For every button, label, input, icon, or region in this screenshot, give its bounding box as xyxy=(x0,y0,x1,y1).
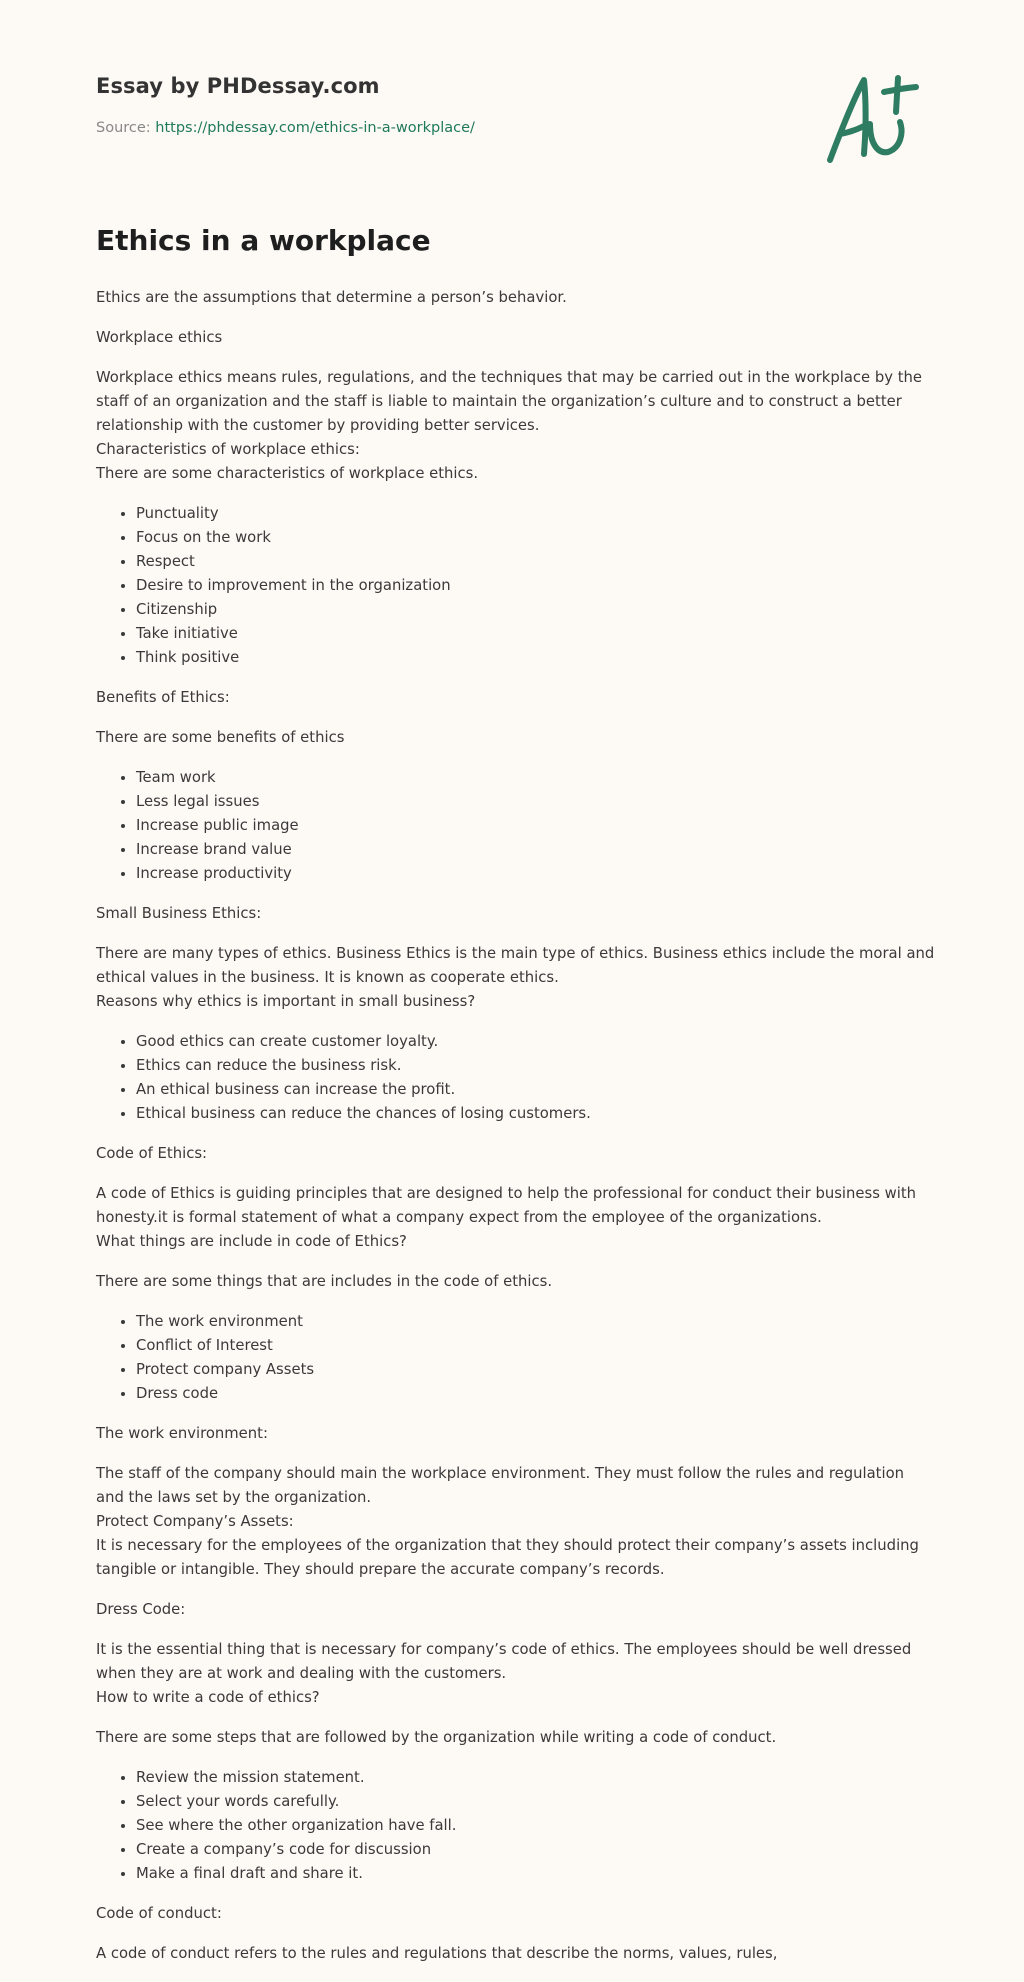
list-item: • Respect xyxy=(136,550,936,574)
list-item: • Protect company Assets xyxy=(136,1358,936,1382)
text-line: Protect Company’s Assets: xyxy=(96,1513,294,1530)
list-item: • The work environment xyxy=(136,1310,936,1334)
list-item: • Select your words carefully. xyxy=(136,1790,936,1814)
characteristics-list xyxy=(96,502,936,670)
text-line: The staff of the company should main the workplace environment. They must follow the rules and regulation and the laws set by the organization. xyxy=(96,1465,905,1506)
list-item: • Increase public image xyxy=(136,814,936,838)
paragraph-workplace-ethics xyxy=(96,366,936,486)
heading-benefits: Benefits of Ethics: xyxy=(96,689,230,706)
source-label: Source: xyxy=(96,120,151,136)
text-line: It is the essential thing that is necessary for company’s code of ethics. The employees should be well dressed when they are at work and dealing with the customers. xyxy=(96,1641,912,1682)
list-item: • Create a company’s code for discussion xyxy=(136,1838,936,1862)
paragraph-steps: There are some steps that are followed by the organization while writing a code of conduct. xyxy=(96,1729,777,1746)
heading-workplace-ethics: Workplace ethics xyxy=(96,329,223,346)
text-line: It is necessary for the employees of the organization that they should protect their company’s assets including tangible or intangible. They should prepare the accurate company’s records. xyxy=(96,1537,919,1578)
text-line: There are many types of ethics. Business Ethics is the main type of ethics. Business ethics include the moral and ethical values in the business. It is known as cooperate ethics. xyxy=(96,945,935,986)
heading-small-business: Small Business Ethics: xyxy=(96,905,262,922)
list-item: • Desire to improvement in the organization xyxy=(136,574,936,598)
source-link[interactable]: https://phdessay.com/ethics-in-a-workplace/ xyxy=(155,120,475,136)
code-items-list xyxy=(96,1310,936,1406)
page-header xyxy=(96,74,936,136)
heading-code-of-ethics: Code of Ethics: xyxy=(96,1145,208,1162)
paragraph-code-of-conduct: A code of conduct refers to the rules and regulations that describe the norms, values, rules, xyxy=(96,1945,778,1962)
text-line: Workplace ethics means rules, regulations, and the techniques that may be carried out in the workplace by the staff of an organization and the staff is liable to maintain the organization’s culture and to construct a better relationship with the customer by providing better services. xyxy=(96,369,922,434)
heading-code-of-conduct: Code of conduct: xyxy=(96,1905,222,1922)
list-item: • Good ethics can create customer loyalty. xyxy=(136,1030,936,1054)
source-line xyxy=(96,120,936,136)
text-line: How to write a code of ethics? xyxy=(96,1689,320,1706)
list-item: • Team work xyxy=(136,766,936,790)
list-item: • Less legal issues xyxy=(136,790,936,814)
list-item: • An ethical business can increase the profit. xyxy=(136,1078,936,1102)
plus-horizontal-stroke xyxy=(884,87,916,92)
reasons-list xyxy=(96,1030,936,1126)
list-item: • Dress code xyxy=(136,1382,936,1406)
paragraph-code-of-ethics xyxy=(96,1182,936,1254)
text-line: Reasons why ethics is important in small business? xyxy=(96,993,476,1010)
paragraph-work-environment xyxy=(96,1462,936,1582)
text-line: Characteristics of workplace ethics: xyxy=(96,441,360,458)
site-title: Essay by PHDessay.com xyxy=(96,74,380,98)
list-item: • See where the other organization have fall. xyxy=(136,1814,936,1838)
text-line: There are some characteristics of workplace ethics. xyxy=(96,465,479,482)
list-item: • Conflict of Interest xyxy=(136,1334,936,1358)
list-item: • Focus on the work xyxy=(136,526,936,550)
loop-stroke xyxy=(870,122,902,152)
text-line: What things are include in code of Ethics? xyxy=(96,1233,407,1250)
benefits-list xyxy=(96,766,936,886)
list-item: • Increase productivity xyxy=(136,862,936,886)
essay-title: Ethics in a workplace xyxy=(96,224,431,257)
list-item: • Review the mission statement. xyxy=(136,1766,936,1790)
paragraph-benefits: There are some benefits of ethics xyxy=(96,729,345,746)
list-item: • Ethics can reduce the business risk. xyxy=(136,1054,936,1078)
heading-work-environment: The work environment: xyxy=(96,1425,268,1442)
heading-dress-code: Dress Code: xyxy=(96,1601,186,1618)
essay-content xyxy=(96,222,936,1982)
a-plus-grade-icon xyxy=(820,68,930,168)
list-item: • Ethical business can reduce the chances of losing customers. xyxy=(136,1102,936,1126)
list-item: • Make a final draft and share it. xyxy=(136,1862,936,1886)
list-item: • Think positive xyxy=(136,646,936,670)
paragraph-small-business xyxy=(96,942,936,1014)
paragraph-includes: There are some things that are includes in the code of ethics. xyxy=(96,1273,553,1290)
list-item: • Citizenship xyxy=(136,598,936,622)
list-item: • Take initiative xyxy=(136,622,936,646)
list-item: • Increase brand value xyxy=(136,838,936,862)
letter-a-stroke xyxy=(830,80,866,160)
paragraph-dress-code xyxy=(96,1638,936,1710)
list-item: • Punctuality xyxy=(136,502,936,526)
steps-list xyxy=(96,1766,936,1886)
text-line: A code of Ethics is guiding principles that are designed to help the professional for conduct their business with honesty.it is formal statement of what a company expect from the employee of the organizations. xyxy=(96,1185,917,1226)
paragraph-intro: Ethics are the assumptions that determine a person’s behavior. xyxy=(96,289,567,306)
plus-vertical-stroke xyxy=(896,78,898,112)
